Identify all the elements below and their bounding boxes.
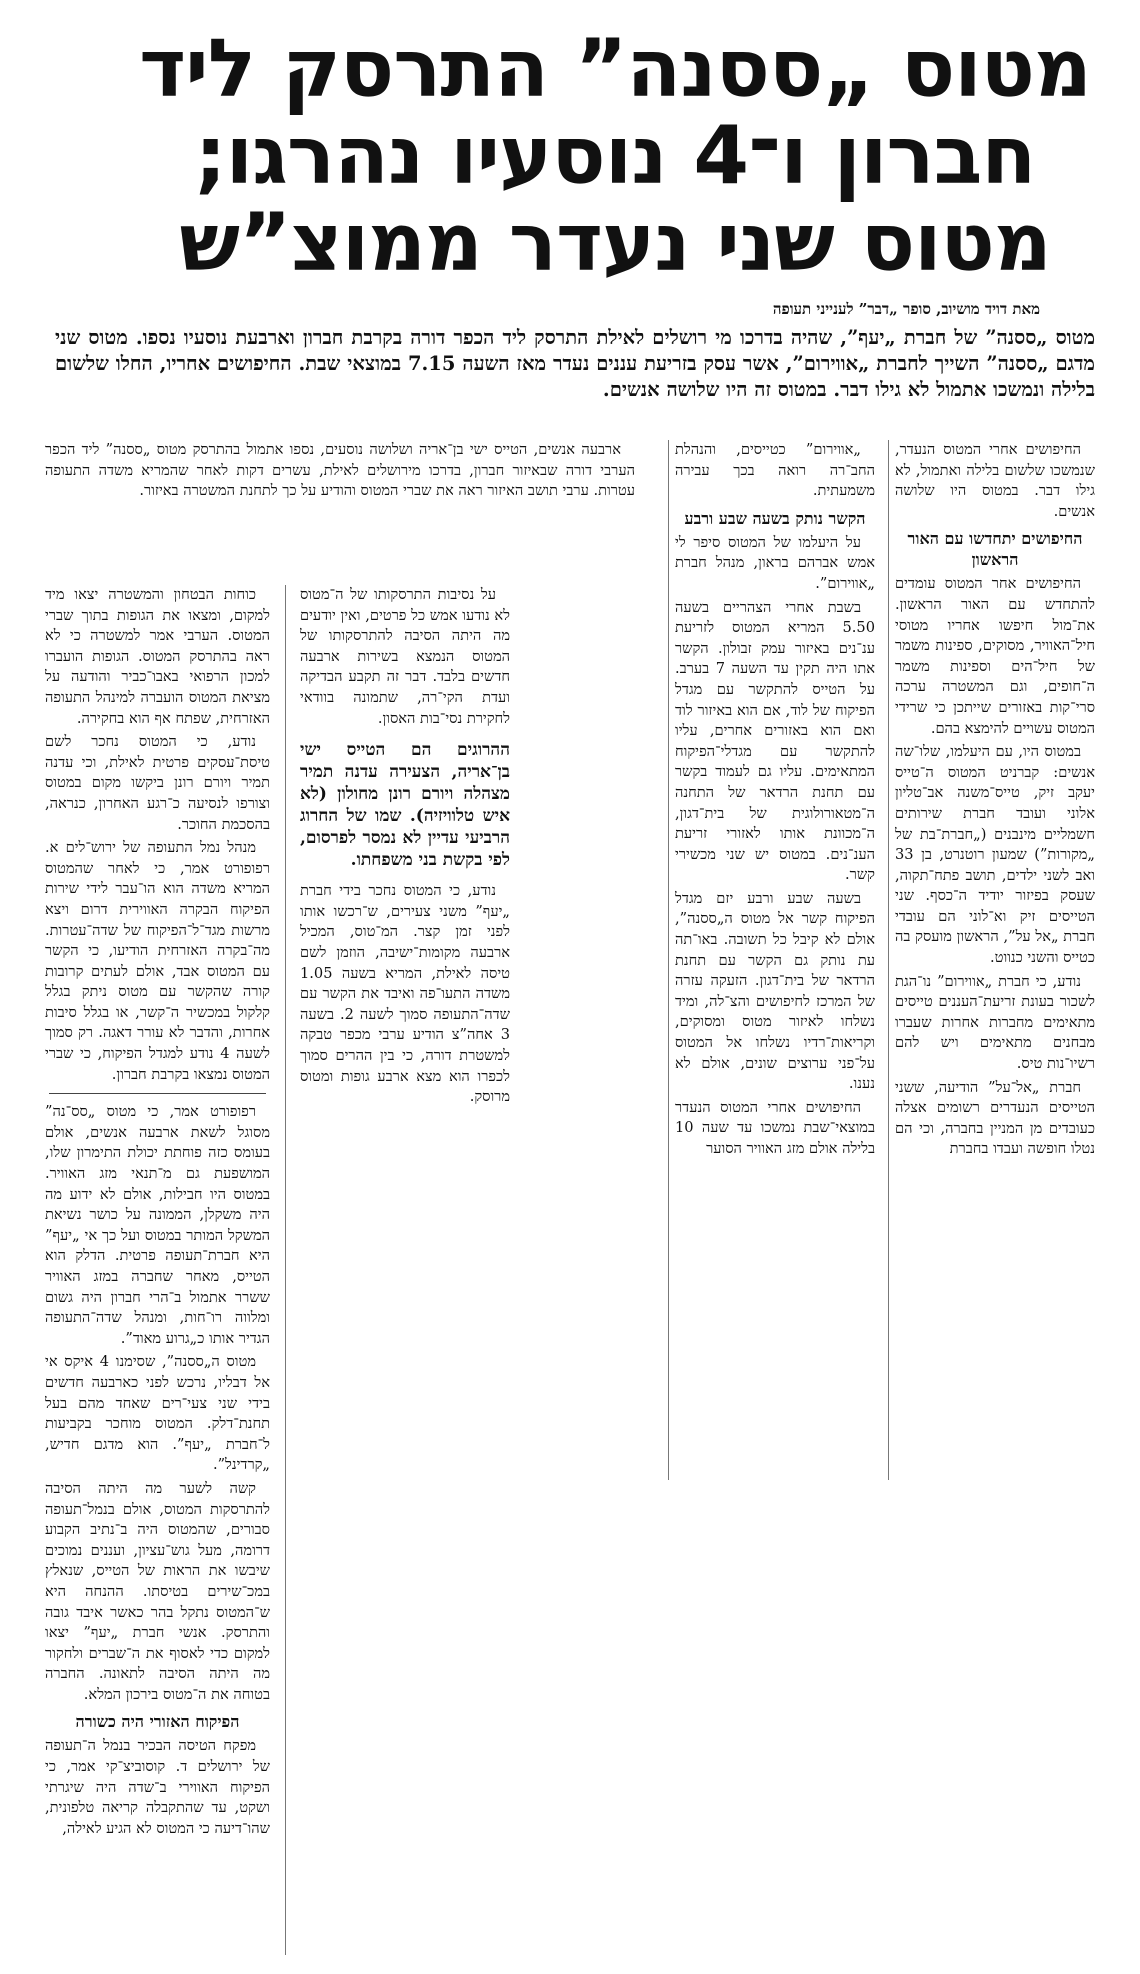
col2-paragraph-1: „אווירום” כטייסים, והנהלת החב־רה רואה בכך עבירה משמעתית. <box>675 441 875 500</box>
byline: מאת דויד מושיוב, סופר „דבר” לענייני תעופה <box>772 300 1040 318</box>
col1-intro: החיפושים אחרי המטוס הנעדר, שנמשכו שלשום בלילה ואתמול, לא גילו דבר. במטוס היו שלושה אנשים. <box>895 441 1095 520</box>
column-2 <box>675 440 875 1480</box>
col4-subheading: הפיקוח האזורי היה כשורה <box>75 1712 240 1732</box>
column-4 <box>45 585 270 1960</box>
headline-line-1: מטוס „ססנה” התרסק ליד <box>139 22 1091 115</box>
article-top-box <box>45 440 635 570</box>
col4-paragraph-5: מטוס ה„ססנה”, שסימנו 4 איקס אי אל דבליו, נרכש לפני כארבעה חדשים בידי שני צעי־רים שאחד מהם בעל תחנת־דלק. המטוס מוחכר בקביעות ל־חברת „יעף”. הוא מדגם חדיש, „קרדינל”. <box>45 1353 270 1474</box>
headline-line-3: מטוס שני נעדר ממוצ”ש <box>179 196 1051 289</box>
headline <box>115 22 1115 289</box>
column-rule <box>668 440 669 1480</box>
col2-paragraph-3: בשבת אחרי הצהריים בשעה 5.50 המריא המטוס לזריעת ענ־נים באיזור עמק זבולון. הקשר אתו היה תקין עד השעה 7 בערב. על הטייס להתקשר עם מגדל הפיקוח של לוד, אם הוא באיזור לוד ואם הוא באזורים אחרים, עליו להתקשר עם מגדלי־הפיקוח המתאימים. עליו גם לעמוד בקשר עם תחנת הרדאר של התחנה ה־מטאורולוגית של בית־דגון, ה־מכוונת אותו לאזורי זריעת הענ־נים. במטוס יש שני מכשירי קשר. <box>675 598 875 884</box>
col4-paragraph-7: מפקח הטיסה הבכיר בנמל ה־תעופה של ירושלים ד. קוסוביצ־קי אמר, כי הפיקוח האווירי ב־שדה היה שיגרתי ושקט, עד שהתקבלה קריאה טלפונית, שהו־דיעה כי המטוס לא הגיע לאילה, <box>45 1737 270 1837</box>
column-rule <box>285 585 286 1955</box>
headline-line-2: חברון ו־4 נוסעיו נהרגו; <box>194 109 1036 202</box>
column-3 <box>300 585 510 1485</box>
col1-paragraph-1: החיפושים אחר המטוס עומדים להתחדש עם האור הראשון. את־מול חיפשו אחריו מטוסי חיל־האוויר, מסוקים, ספינות משמר של חיל־הים וספינות משמר ה־חופים, וגם המשטרה ערכה סרי־קות באזורים שייתכן כי שרידי המטוס עשויים להימצא בהם. <box>895 575 1095 737</box>
victims-box: ההרוגים הם הטייס ישי בן־אריה, הצעירה עדנה תמיר מצהלה ויורם רונן מחולון (לא איש טלוויזיה). שמו של החרוג הרביעי עדיין לא נמסר לפרסום, לפי בקשת בני משפחתו. <box>300 740 510 871</box>
top-box-paragraph: ארבעה אנשים, הטייס ישי בן־אריה ושלושה נוסעים, נספו אתמול בהתרסק מטוס „ססנה” ליד הכפר הערבי דורה שבאיזור חברון, בדרכו מירושלים לאילת, עשרים דקות לאחר שהמריא משדה התעופה עטרות. ערבי תושב האיזור ראה את שברי המטוס והודיע על כך לתחנת המשטרה באיזור. <box>45 441 635 500</box>
lede-paragraph: מטוס „ססנה” של חברת „יעף”, שהיה בדרכו מי רושלים לאילת התרסק ליד הכפר דורה בקרבת חברון וארבעת נוסעיו נספו. מטוס שני מדגם „ססנה” השייך לחברת „אווירום”, אשר עסק בזריעת עננים נעדר מאז השעה 7.15 במוצאי שבת. החיפושים אחריו, החלו שלשום בלילה ונמשכו אתמול לא גילו דבר. במטוס זה היו שלושה אנשים. <box>55 326 1095 401</box>
col4-paragraph-3: מנהל נמל התעופה של ירוש־לים א. רפופורט אמר, כי לאחר שהמטוס המריא משדה הוא הו־עבר לידי שירות הפיקוח הבקרה האווירית דרום ויצא מרשות מגד־ל־הפיקוח של שדה־עטרות. מה־בקרה האזרחית הודיעו, כי הקשר עם המטוס אבד, אולם לעתים קרובות קורה שהקשר עם מטוס ניתק בגלל קלקול במכשיר ה־קשר, או בגלל סיבות אחרות, והדבר לא עורר דאגה. רק סמוך לשעה 4 נודע למגדל הפיקוח, כי שברי המטוס נמצאו בקרבת חברון. <box>45 839 270 1083</box>
column-rule <box>888 440 889 1480</box>
col1-paragraph-2: במטוס היו, עם היעלמו, שלו־שה אנשים: קברניט המטוס ה־טייס יעקב זיק, טייס־משנה אב־טליון אלוני ועובד חברת שירותים חשמליים מינבנים („חברת־בת של „מקורות”) שמעון רוטנרט, בן 33 ואב לשני ילדים, תושב פתח־תקוה, שעסק בפיזור יודיד ה־כסף. שני הטייסים זיק וא־לוני הם עובדי חברת „אל על”, הראשון מועסק בה כטייס והשני כנווט. <box>895 743 1095 967</box>
col1-paragraph-4: חברת „אל־על” הודיעה, ששני הטייסים הנעדרים רשומים אצלה כעובדים מן המניין בחברה, וכי הם נטלו חופשה ועבדו בחברת <box>895 1078 1095 1158</box>
col3-paragraph-2: נודע, כי המטוס נחכר בידי חברת „יעף” משני צעירים, ש־רכשו אותו לפני זמן קצר. המ־טוס, המכיל ארבעה מקומות־ישיבה, הוזמן לשם טיסה לאילת, המריא בשעה 1.05 משדה התעו־פה ואיבד את הקשר עם שדה־התעופה סמוך לשעה 2. בשעה 3 אחה”צ הודיע ערבי מכפר טבקה למשטרת דורה, כי בין ההרים סמוך לכפרו הוא מצא ארבע גופות ומטוס מרוסק. <box>300 882 510 1106</box>
col2-paragraph-5: החיפושים אחרי המטוס הנעדר במוצאי־שבת נמשכו עד שעה 10 בלילה אולם מזג האוויר הסוער <box>675 1098 875 1157</box>
col4-paragraph-4: רפופורט אמר, כי מטוס „סס־נה” מסוגל לשאת ארבעה אנשים, אולם בעומס כזה פוחתת יכולת התימרון שלו, המושפעת גם מ־תנאי מזג האוויר. במטוס היו חבילות, אולם לא ידוע מה היה משקלן, הממונה על כושר נשיאת המשקל המותר במטוס ועל כך אי „יעף” היא חברת־תעופה פרטית. הדלק הוא הטייס, מאחר שחברה במזג האוויר ששרר אתמול ב־הרי חברון היה גשום ומלווה רו־חות, ומנהל שדה־התעופה הגדיר אותו כ„גרוע מאוד”. <box>45 1103 270 1347</box>
col2-paragraph-4: בשעה שבע ורבע יזם מגדל הפיקוח קשר אל מטוס ה„ססנה”, אולם לא קיבל כל תשובה. באו־תה עת נותק גם הקשר עם תחנת הרדאר של בית־דגון. הזעקה עזרה של המרכז לחיפושים והצ־לה, ומיד נשלחו לאיזור מטוס ומסוקים, וקריאות־רדיו נשלחו אל המטוס על־פני ערוצים שונים, אולם לא נענו. <box>675 889 875 1093</box>
col4-paragraph-2: נודע, כי המטוס נחכר לשם טיסת־עסקים פרטית לאילת, וכי עדנה תמיר ויורם רונן ביקשו מקום במטוס וצורפו לנסיעה כ־רגע האחרון, כנראה, בהסכמת החוכר. <box>45 733 270 833</box>
col4-paragraph-6: קשה לשער מה היתה הסיבה להתרסקות המטוס, אולם בנמל־תעופה סבורים, שהמטוס היה ב־נתיב הקבוע דרומה, מעל גוש־עציון, ועננים נמוכים שיבשו את הראות של הטייס, שנאלץ במכ־שירים בטיסתו. ההנחה היא ש־המטוס נתקל בהר כאשר איבד גובה והתרסק. אנשי חברת „יעף” יצאו למקום כדי לאסוף את ה־שברים ולחקור מה היתה הסיבה לתאונה. החברה בטוחה את ה־מטוס בירכון המלא. <box>45 1479 270 1703</box>
col1-paragraph-3: נודע, כי חברת „אווירום” נו־הגת לשכור בעונת זריעת־העננים טייסים מתאימים מחברות אחרות שעברו מבחנים מתאימים ויש להם רשיו־נות טיס. <box>895 972 1095 1073</box>
col4-paragraph-1: כוחות הבטחון והמשטרה יצאו מיד למקום, ומצאו את הגופות בתוך שברי המטוס. הערבי אמר למשטרה כי לא ראה בהתרסק המטוס. הגופות הועברו למכון הרפואי באבו־כביר והודעה על מציאת המטוס הועברה למינהל התעופה האזרחית, שפתח אף הוא בחקירה. <box>45 586 270 727</box>
col1-subheading: החיפושים יתחדשו עם האור הראשון <box>907 529 1083 570</box>
col2-subheading: הקשר נותק בשעה שבע ורבע <box>684 508 866 528</box>
column-1 <box>895 440 1095 1480</box>
col3-paragraph-1: על נסיבות התרסקותו של ה־מטוס לא נודעו אמש כל פרטים, ואין יודעים מה היתה הסיבה להתרסקותו של המטוס הנמצא בשירות ארבעה חדשים בלבד. דבר זה תקבע הבדיקה ועדת הקי־רה, שתמונה בוודאי לחקירת נסי־בות האסון. <box>300 586 510 727</box>
separator <box>49 1093 266 1094</box>
col2-paragraph-2: על היעלמו של המטוס סיפר לי אמש אברהם בראון, מנהל חברת „אווירום”. <box>675 533 875 592</box>
